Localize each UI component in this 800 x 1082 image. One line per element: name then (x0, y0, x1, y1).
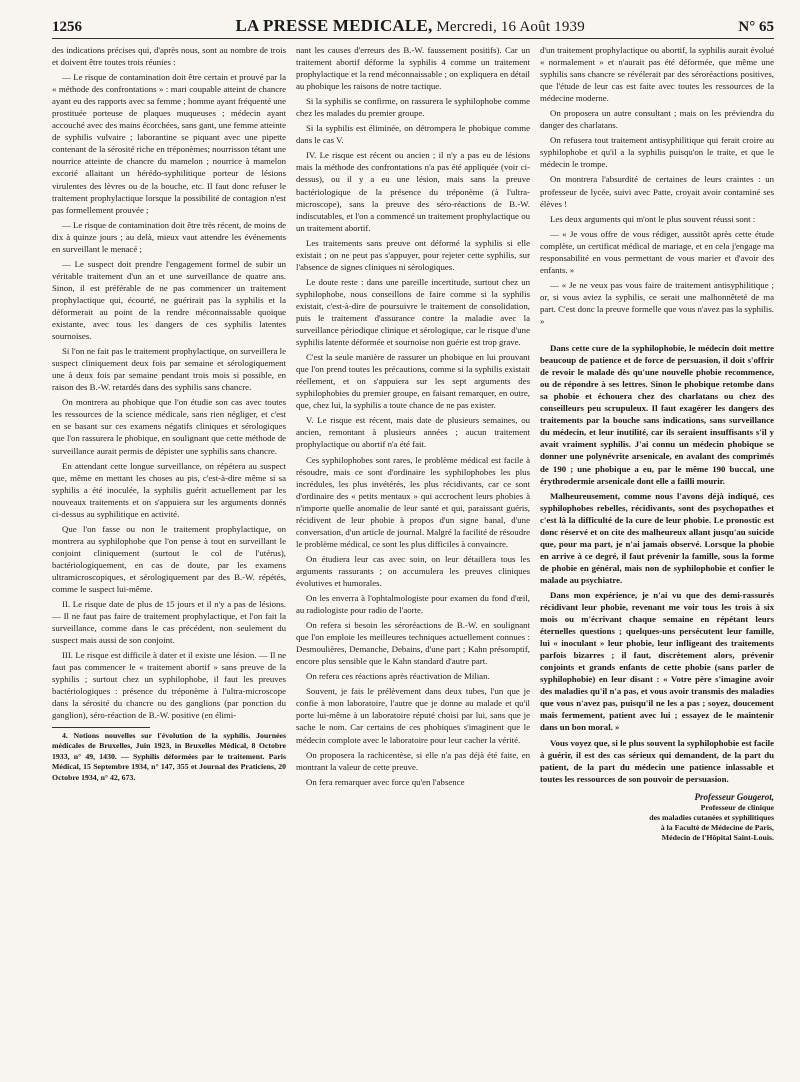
paragraph: Souvent, je fais le prélèvement dans deux tubes, l'un que je confie à mon laboratoire, l'autre que je donne au malade et qu'il porte lui-même à un laboratoire réputé choisi par lui, sans que je sache le nom. Car certains de ces phobiques s'imaginent que le médecin complote avec le laboratoire pour leur cacher la vérité. (296, 686, 530, 745)
paragraph: Que l'on fasse ou non le traitement prophylactique, on montrera au syphilophobe que l'on pense à tout en surveillant le conjoint cliniquement (surtout le col de l'utérus), bactériologiquement, en cas de doute, par les examens ultramicroscopiques, et sérologiquement par des B.-W. répétés, comme le suspect lui-même. (52, 523, 286, 595)
paragraph: On montrera l'absurdité de certaines de leurs craintes : un professeur de lycée, suivi avec Patte, croyait avoir contaminé ses élèves ! (540, 174, 774, 209)
journal-masthead (235, 16, 584, 36)
paragraph: III. Le risque est difficile à dater et il existe une lésion. — Il ne faut pas commencer le « traitement abortif » sans preuve de la syphilis ; surtout chez un syphilophobe, il faut les preuves bactériologiques : présence du tréponème à l'ultra-microscope dans la sérosité du chancre ou des ganglions (par ponction du ganglion), séro-réaction de B.-W. positive (en élimi- (52, 650, 286, 721)
paragraph: Si l'on ne fait pas le traitement prophylactique, on surveillera le suspect cliniquement deux fois par semaine et sérologiquement une à deux fois par semaine pendant trois mois si possible, en raison des B.-W. retardés dans des syphilis sans chancre. (52, 346, 286, 393)
author-name: Professeur Gougerot, (694, 791, 774, 802)
paragraph: Malheureusement, comme nous l'avons déjà indiqué, ces syphilophobes rebelles, récidivants, sont des psychopathes et c'est là la difficulté de la cure de leur phobie. Le pronostic est donc réservé et on cite des malheureux allant jusqu'au suicide que, pour ma part, je n'ai jamais observé. Lorsque la phobie en arrive à ce degré, il faut prévenir la famille, sous la forme de phobie en général, mais non de syphilophobie et confier le malade au psychiatre. (540, 490, 774, 585)
paragraph: En attendant cette longue surveillance, on répétera au suspect que, même en mettant les choses au pis, c'est-à-dire même si sa syphilis a été inoculée, la syphilis guérit actuellement par les nouveaux traitements et on s'appuiera sur les arguments donnés ci-dessus au syphilitique en activité. (52, 460, 286, 519)
paragraph: — Le suspect doit prendre l'engagement formel de subir un véritable traitement d'un an et une surveillance de quatre ans. Sinon, il est préférable de ne pas commencer un traitement prophylactique qui, écourté, ne guérirait pas la syphilis et la déformerait au point de la rendre méconnaissable quoique existante, avec tous les dangers de ces syphilis latentes sournoises. (52, 258, 286, 342)
paragraph: nant les causes d'erreurs des B.-W. faussement positifs). Car un traitement abortif déforme la syphilis 4 comme un traitement prophylactique et la rend méconnaissable ; on expliquera en détail au phobique les raisons de notre tactique. (296, 45, 530, 92)
column-1 (52, 44, 286, 1072)
paragraph: On proposera la rachicentèse, si elle n'a pas déjà été faite, en montrant la valeur de cette preuve. (296, 749, 530, 772)
paragraph: On étudiera leur cas avec soin, on leur détaillera tous les arguments rassurants ; on accumulera les preuves cliniques évolutives et humorales. (296, 553, 530, 588)
paragraph: On fera remarquer avec force qu'en l'absence (306, 776, 465, 787)
paragraph: des indications précises qui, d'après nous, sont au nombre de trois et doivent être toutes trois réunies : (52, 45, 286, 68)
paragraph: Le doute reste : dans une pareille incertitude, surtout chez un syphilophobe, nous conseillons de faire comme si la syphilis existait, c'est-à-dire de poursuivre le traitement de consolidation, puis le traitement d'assurance contre la maladie avec la surveillance périodique clinique et sérologique, car le risque d'une syphilis latente déformée et sournoise non guérie est trop grave. (296, 276, 530, 348)
paragraph: On proposera un autre consultant ; mais on les préviendra du danger des charlatans. (540, 108, 774, 131)
paragraph: — Le risque de contamination doit être certain et prouvé par la « méthode des confrontations » : mari coupable atteint de chancre ayant eu des rapports avec sa femme ; homme ayant fréquenté une prostituée porteuse de plaques muqueuses ; médecin ayant accouché avec des mains écorchées, sans gant, une femme atteinte de syphilis vulvaire ; laborantine se piquant avec une pipette contenant de la sérosité riche en tréponèmes; nourrisson tétant une nourrice atteinte de chancre du mamelon ; nourrice à mamelon excorié allaitant un hérédo-syphilitique porteur de lésions virulentes des lèvres ou de la bouche, etc. Il faut donc refuser le traitement prophylactique lorsque la possibilité de contagion n'est pas formellement prouvée ; (52, 72, 286, 215)
footnote: 4. Notions nouvelles sur l'évolution de la syphilis. Journées médicales de Bruxelles, Juin 1923, in Bruxelles Médical, 8 Octobre 1933, n° 49, 1430. — Syphilis déformées par le traitement. Paris Médical, 15 Septembre 1934, n° 147, 355 et Journal des Praticiens, 20 Octobre 1934, n° 42, 673. (52, 730, 286, 782)
paragraph: V. Le risque est récent, mais date de plusieurs semaines, ou ancien, remontant à plusieurs années ; aucun traitement prophylactique ou abortif n'a été fait. (296, 415, 530, 450)
paragraph: — « Je vous offre de vous rédiger, aussitôt après cette étude complète, un certificat médical de mariage, et en cela j'engage ma responsabilité en vous permettant de vous marier et d'avoir des enfants. » (540, 228, 774, 275)
author-title: des maladies cutanées et syphilitiques (649, 812, 774, 822)
author-title: Professeur de clinique (700, 802, 774, 812)
issue-number: N° 65 (738, 19, 774, 35)
paragraph: On refusera tout traitement antisyphilitique qui ferait croire au syphilophobe et qu'il a la syphilis puisqu'on le traite, et que le médecin le trompe. (540, 135, 774, 170)
paragraph: d'un traitement prophylactique ou abortif, la syphilis aurait évolué « normalement » et n'aurait pas été déformée, que même une syphilis sans chancre se révélerait par des séroréactions positives, que l'étude de leur cas est faite avec toutes les ressources de la médecine moderne. (540, 45, 774, 104)
issue-date: Mercredi, 16 Août 1939 (436, 19, 585, 35)
paragraph: — Le risque de contamination doit être très récent, de moins de dix à quinze jours ; au delà, mieux vaut attendre les événements en surveillant le menacé ; (52, 219, 286, 254)
paragraph: Si la syphilis est éliminée, on détrompera le phobique comme dans le cas V. (296, 123, 530, 146)
paragraph: II. Le risque date de plus de 15 jours et il n'y a pas de lésions. — Il ne faut pas faire de traitement prophylactique, et l'on fait la surveillance, comme dans le cas précédent, non seulement du suspect mais aussi de son conjoint. (52, 599, 286, 646)
paragraph: Si la syphilis se confirme, on rassurera le syphilophobe comme chez les malades du premier groupe. (296, 96, 530, 119)
column-3 (540, 44, 774, 1072)
journal-title: LA PRESSE MEDICALE, (235, 16, 433, 35)
paragraph: Les deux arguments qui m'ont le plus souvent réussi sont : (550, 213, 756, 224)
paragraph: Vous voyez que, si le plus souvent la syphilophobie est facile à guérir, il est des cas sérieux qui demandent, de la part du patient, de la part du médecin une patience inlassable et toutes les ressources de son pouvoir de persuasion. (540, 737, 774, 784)
paragraph: On les enverra à l'ophtalmologiste pour examen du fond d'œil, au radiologiste pour radio de l'aorte. (296, 593, 530, 616)
paragraph: On refera si besoin les séroréactions de B.-W. en soulignant que l'on emploie les meilleures techniques actuellement connues : Desmoulières, Demanche, Debains, d'une part ; Kahn présomptif, encore plus sensible que le Kahn standard d'autre part. (296, 620, 530, 667)
paragraph: Dans mon expérience, je n'ai vu que des demi-rassurés récidivant leur phobie, revenant me voir tous les trois à six mois ou m'écrivant chaque semaine en répétant leurs éternelles questions ; quelques-uns persécutent leur famille, lui « inoculant » leur phobie, leur infligeant des traitements parfois bizarres ; il faut, discrètement alors, prévenir conjoints et grands enfants de cette phobie (sans parler de syphilophobie) en leur disant : « Votre père s'imagine avoir des maladies qu'il n'a pas, et vous avoir transmis des maladies que vous n'avez pas, puisqu'il ne les a pas ; soyez, doucement mais fermement, patient avec lui ; essayez de le maintenir dans un bon moral. » (540, 589, 774, 733)
paragraph: On montrera au phobique que l'on étudie son cas avec toutes les ressources de la science médicale, sans rien négliger, et c'est en se basant sur ces examens négatifs cliniques et sérologiques que l'on rassurera le phobique, en soulignant que cette méthode de surveillance aurait permis de dépister une syphilis sans chancre. (52, 397, 286, 456)
running-header (52, 16, 774, 39)
column-2 (296, 44, 530, 1072)
article-columns (52, 44, 774, 1072)
author-affiliation: à la Faculté de Médecine de Paris, (660, 822, 774, 832)
section-gap (540, 330, 774, 342)
paragraph: IV. Le risque est récent ou ancien ; il n'y a pas eu de lésions mais la méthode des confrontations n'a pas été appliquée (voir ci-dessus), ou il y a eu une lésion, mais sans la preuve bactériologique de la présence du tréponème (à l'ultra-microscope), sans la preuve des séro-réactions de B.-W. indiscutables, et l'on a commencé un traitement prophylactique ou un traitement abortif. (296, 150, 530, 233)
paragraph: On refera ces réactions après réactivation de Milian. (306, 671, 490, 682)
author-signature (540, 791, 774, 843)
footnote-divider (52, 727, 150, 728)
author-affiliation: Médecin de l'Hôpital Saint-Louis. (661, 832, 774, 842)
paragraph: Ces syphilophobes sont rares, le problème médical est facile à résoudre, mais ce sont d'ordinaire les syphilophobes les plus incrédules, les plus invétérés, les plus récidivants, car ce sont d'ordinaire des « petits mentaux » qui accrochent leurs phobies à n'importe quelle anomalie de leur santé et qui, paraissant guéris, récidivent de leur phobie à propos d'un signe banal, d'une conversation, d'un article de journal. Malgré la facilité de résoudre le problème médical, ce sont les plus difficiles à convaincre. (296, 454, 530, 549)
page-number: 1256 (52, 19, 82, 35)
paragraph: C'est la seule manière de rassurer un phobique en lui prouvant que l'on prend toutes les précautions, comme si la syphilis existait réellement, et on s'appuiera sur les sept arguments des syphilophobies du premier groupe, en faisant remarquer, en outre, que, chez lui, la syphilis a toute chance de ne pas exister. (296, 352, 530, 411)
paragraph: Les traitements sans preuve ont déformé la syphilis si elle existait ; on ne peut pas s'appuyer, pour rejeter cette syphilis, sur l'absence de signes cliniques ni sérologiques. (296, 237, 530, 272)
paragraph: — « Je ne veux pas vous faire de traitement antisyphilitique ; or, si vous aviez la syphilis, ce serait une malhonnêteté de ma part. C'est donc la preuve formelle que vous n'avez pas la syphilis. » (540, 279, 774, 326)
paragraph: Dans cette cure de la syphilophobie, le médecin doit mettre beaucoup de patience et de force de persuasion, il doit s'offrir de revoir le malade dès qu'une nouvelle phobie recommence, ou de répondre à ses lettres. Sinon le phobique retombe dans sa phobie et échouera chez des charlatans ou chez des conseilleurs peu scrupuleux. Il faut exagérer les dangers des traitements par la bouche sans indications, sans surveillance du médecin, et leur inutilité, car ils seraient insuffisants s'il y avait vraiment syphilis. J'ai connu un médecin phobique se donner une polynévrite arsenicale, en avalant des comprimés de 190 ; une phobique a eu, par le même 190 buccal, une érythrodermie arsenicale dont elle a failli mourir. (540, 343, 774, 486)
